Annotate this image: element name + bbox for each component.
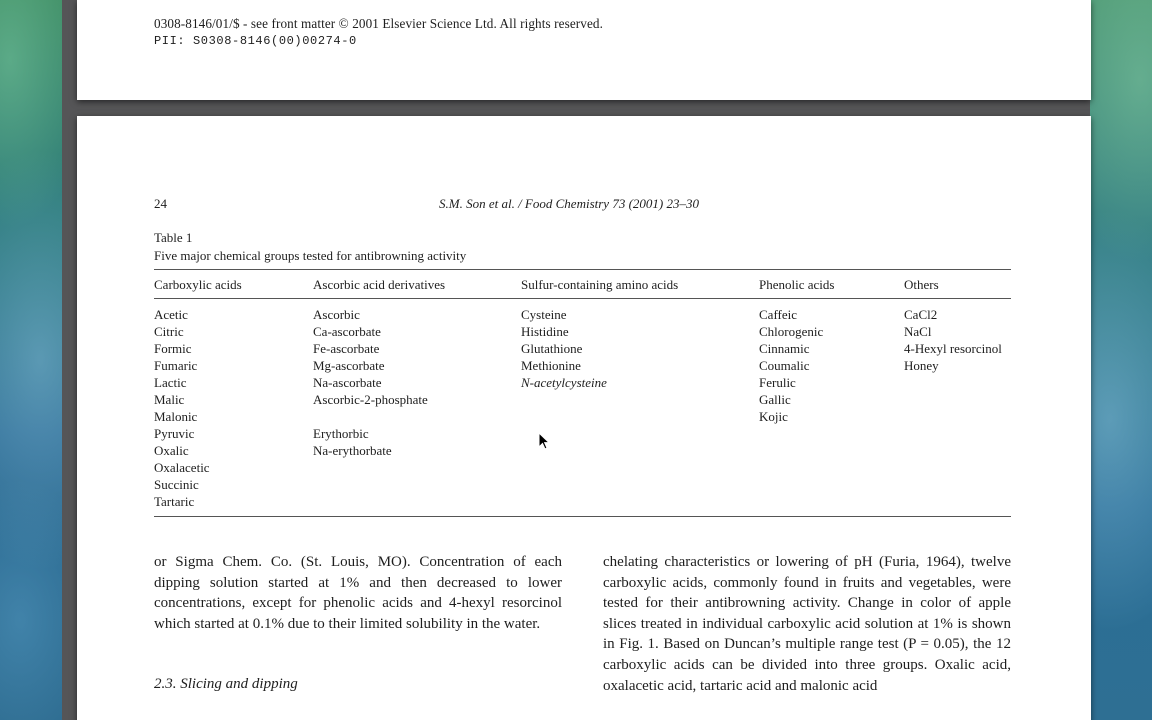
pdf-page-previous xyxy=(77,0,1091,100)
journal-citation: S.M. Son et al. / Food Chemistry 73 (2001) 23–30 xyxy=(439,196,699,211)
table-cell: Cysteine xyxy=(521,307,567,322)
table-cell: Caffeic xyxy=(759,307,798,322)
pdf-page-current xyxy=(77,116,1091,720)
table-cell: Lactic xyxy=(154,375,187,390)
table-cell: Fe-ascorbate xyxy=(313,341,380,356)
table-cell: Na-erythorbate xyxy=(313,443,392,458)
table-cell: Kojic xyxy=(759,409,788,424)
body-paragraph-left: or Sigma Chem. Co. (St. Louis, MO). Concentration of each dipping solution started at 1% and then decreased to lower concentrations, except for phenolic acids and 4-hexyl resorcinol which started at 0.1% due to their limited solubility in the water. xyxy=(154,554,562,632)
table-cell: Ca-ascorbate xyxy=(313,324,381,339)
table-cell: Glutathione xyxy=(521,341,583,356)
table-cell: Pyruvic xyxy=(154,426,195,441)
table-cell: Oxalacetic xyxy=(154,460,210,475)
table-cell: Malic xyxy=(154,392,185,407)
table-cell: Ascorbic-2-phosphate xyxy=(313,392,428,407)
table-cell: Coumalic xyxy=(759,358,810,373)
table-column-sulfur xyxy=(521,306,607,391)
table-column-ascorbic xyxy=(313,306,428,459)
table-cell: NaCl xyxy=(904,324,932,339)
table-cell: N-acetylcysteine xyxy=(521,375,607,390)
table-cell: Gallic xyxy=(759,392,791,407)
table-cell: Na-ascorbate xyxy=(313,375,382,390)
table-header-ascorbic: Ascorbic acid derivatives xyxy=(313,277,446,292)
table-cell: Methionine xyxy=(521,358,581,373)
body-paragraph-right: chelating characteristics or lowering of pH (Furia, 1964), twelve carboxylic acids, commonly found in fruits and vegetables, were tested for their antibrowning activity. Change in color of apple slices treated in individual carboxylic acid solution at 1% is shown in Fig. 1. Based on Duncan’s multiple range test (P = 0.05), the 12 carboxylic acids can be divided into three groups. Oxalic acid, oxalacetic acid, tartaric acid and malonic acid xyxy=(603,554,1011,694)
table-cell: 4-Hexyl resorcinol xyxy=(904,341,1002,356)
section-heading: 2.3. Slicing and dipping xyxy=(154,676,298,692)
table-cell: Citric xyxy=(154,324,184,339)
table-cell: Histidine xyxy=(521,324,569,339)
table-title: Five major chemical groups tested for antibrowning activity xyxy=(154,248,467,263)
table-cell: Succinic xyxy=(154,477,199,492)
table-cell: Erythorbic xyxy=(313,426,369,441)
table-cell: Chlorogenic xyxy=(759,324,824,339)
table-top-rule xyxy=(154,269,1011,270)
table-cell: Formic xyxy=(154,341,192,356)
copyright-line: 0308-8146/01/$ - see front matter © 2001 Elsevier Science Ltd. All rights reserved. xyxy=(154,16,603,31)
mouse-pointer-icon xyxy=(538,432,550,450)
table-cell: CaCl2 xyxy=(904,307,938,322)
table-column-carboxylic xyxy=(154,306,210,510)
page-number: 24 xyxy=(154,196,167,211)
table-header-others: Others xyxy=(904,277,939,292)
table-cell-empty xyxy=(313,408,428,425)
desktop-wallpaper-right xyxy=(1090,0,1152,720)
document-viewer[interactable] xyxy=(62,0,1090,720)
table-header-sulfur: Sulfur-containing amino acids xyxy=(521,277,679,292)
table-cell: Tartaric xyxy=(154,494,195,509)
table-cell: Mg-ascorbate xyxy=(313,358,385,373)
table-cell: Cinnamic xyxy=(759,341,810,356)
table-cell: Acetic xyxy=(154,307,188,322)
running-head xyxy=(154,196,1011,214)
pii-line: PII: S0308-8146(00)00274-0 xyxy=(154,34,357,48)
table-cell: Ascorbic xyxy=(313,307,360,322)
table-cell: Honey xyxy=(904,358,939,373)
table-cell: Malonic xyxy=(154,409,198,424)
table-header-phenolic: Phenolic acids xyxy=(759,277,835,292)
desktop-wallpaper-left xyxy=(0,0,62,720)
table-cell: Fumaric xyxy=(154,358,198,373)
table-column-others xyxy=(904,306,1002,374)
table-column-phenolic xyxy=(759,306,823,425)
table-bottom-rule xyxy=(154,516,1011,517)
table-caption xyxy=(154,229,466,265)
table-cell: Oxalic xyxy=(154,443,189,458)
table-cell: Ferulic xyxy=(759,375,796,390)
table-label: Table 1 xyxy=(154,230,193,245)
table-header-rule xyxy=(154,298,1011,299)
table-header-carboxylic: Carboxylic acids xyxy=(154,277,242,292)
